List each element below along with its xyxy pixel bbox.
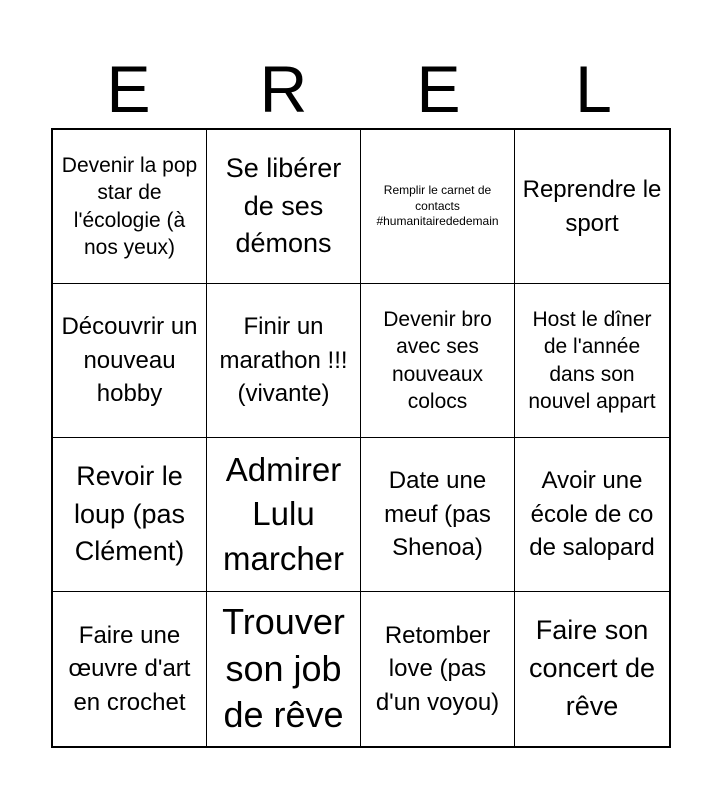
bingo-cell-12[interactable]: Avoir une école de co de salopard xyxy=(515,438,669,592)
bingo-cell-16[interactable]: Faire son concert de rêve xyxy=(528,615,656,721)
bingo-cell-13[interactable]: Faire une œuvre d'art en crochet xyxy=(53,592,207,746)
header-letter-3: E xyxy=(416,52,461,126)
bingo-cell-8[interactable]: Host le dîner de l'année dans son nouvel appart xyxy=(515,284,669,438)
header-letter-2: R xyxy=(259,52,308,126)
bingo-cell-7[interactable]: Devenir bro avec ses nouveaux colocs xyxy=(361,284,515,438)
bingo-cell-4[interactable]: Reprendre le sport xyxy=(515,130,669,284)
bingo-header xyxy=(51,52,671,126)
bingo-cell-10[interactable]: Admirer Lulu marcher xyxy=(207,438,361,592)
bingo-cell-1[interactable]: Devenir la pop star de l'écologie (à nos yeux) xyxy=(53,130,207,284)
bingo-cell-15[interactable]: Retomber love (pas d'un voyou) xyxy=(361,592,515,746)
bingo-cell-3[interactable]: Remplir le carnet de contacts #humanitairededemain xyxy=(361,130,515,284)
header-letter-1: E xyxy=(106,52,151,126)
bingo-cell-5[interactable]: Découvrir un nouveau hobby xyxy=(53,284,207,438)
header-letter-4: L xyxy=(575,52,612,126)
bingo-cell-6[interactable]: Finir un marathon !!! (vivante) xyxy=(207,284,361,438)
bingo-cell-14[interactable]: Trouver son job de rêve xyxy=(207,592,361,746)
bingo-cell-9[interactable]: Revoir le loup (pas Clément) xyxy=(53,438,207,592)
bingo-cell-11[interactable]: Date une meuf (pas Shenoa) xyxy=(361,438,515,592)
bingo-board xyxy=(51,128,671,748)
bingo-cell-2[interactable]: Se libérer de ses démons xyxy=(207,130,361,284)
